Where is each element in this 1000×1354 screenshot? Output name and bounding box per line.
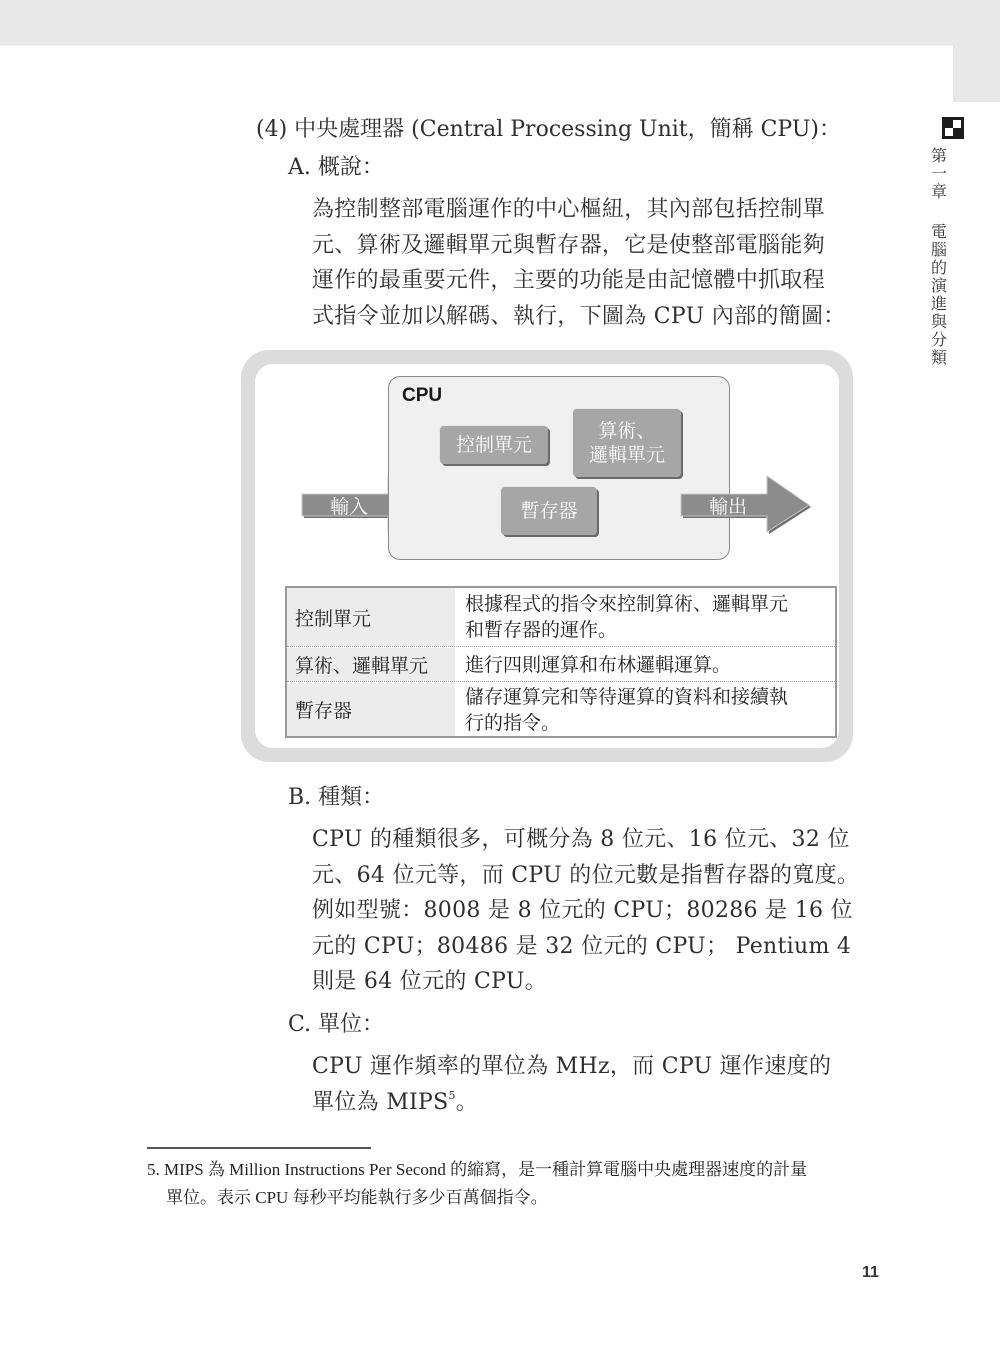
cpu-components-table	[285, 586, 837, 738]
overview-paragraph	[312, 192, 857, 334]
cpu-diagram-figure	[241, 350, 853, 762]
footnote-divider	[147, 1147, 371, 1149]
description-line: 行的指令。	[465, 711, 561, 734]
paragraph-line: 元、64 位元等，而 CPU 的位元數是指暫存器的寬度。	[312, 862, 860, 888]
paragraph-line: 式指令並加以解碼、執行，下圖為 CPU 內部的簡圖：	[312, 303, 846, 329]
table-row	[287, 588, 835, 646]
units-text-end: 。	[455, 1089, 479, 1115]
chapter-title-char: 分	[930, 330, 947, 349]
units-text: 單位為 MIPS	[312, 1089, 449, 1115]
component-name: 算術、邏輯單元	[287, 648, 455, 681]
chapter-title-char: 的	[930, 258, 947, 277]
paragraph-line: CPU 運作頻率的單位為 MHz，而 CPU 運作速度的	[312, 1054, 832, 1079]
chapter-char: 一	[930, 164, 947, 183]
chapter-title-char: 演	[930, 276, 947, 295]
chapter-title-char: 電	[930, 222, 947, 241]
description-line: 根據程式的指令來控制算術、邏輯單元	[465, 593, 789, 615]
component-description	[455, 588, 835, 646]
right-margin-tab	[953, 46, 1000, 102]
paragraph-line: 例如型號：8008 是 8 位元的 CPU；80286 是 16 位	[312, 898, 853, 923]
row-divider	[287, 646, 835, 647]
chapter-title-char: 進	[930, 294, 947, 313]
overview-heading: A. 概說：	[288, 155, 384, 180]
types-heading: B. 種類：	[288, 785, 385, 810]
footnote-reference[interactable]: 5	[448, 1088, 456, 1102]
chapter-char: 第	[930, 146, 947, 165]
component-description	[455, 648, 835, 681]
description-line: 和暫存器的運作。	[465, 619, 618, 641]
component-description	[455, 683, 835, 736]
alu-box	[573, 409, 681, 477]
top-margin-band	[0, 0, 1000, 46]
chapter-title-char: 與	[930, 312, 947, 331]
cpu-label: CPU	[402, 385, 443, 406]
units-paragraph	[312, 1049, 857, 1120]
register-label: 暫存器	[520, 500, 578, 522]
page-number: 11	[862, 1264, 879, 1281]
chapter-title-char: 腦	[930, 240, 947, 259]
paragraph-line: CPU 的種類很多，可概分為 8 位元、16 位元、32 位	[312, 827, 850, 852]
chapter-mark-icon	[942, 117, 964, 139]
description-line: 進行四則運算和布林邏輯運算。	[465, 653, 732, 676]
component-name: 控制單元	[287, 588, 455, 646]
control-unit-box	[440, 426, 548, 464]
paragraph-line	[312, 1085, 857, 1121]
control-unit-label: 控制單元	[455, 434, 532, 456]
paragraph-line: 運作的最重要元件，主要的功能是由記憶體中抓取程	[312, 268, 825, 293]
chapter-title-char: 類	[930, 348, 947, 367]
description-line: 儲存運算完和等待運算的資料和接續執	[465, 685, 789, 708]
section-heading: (4) 中央處理器 (Central Processing Unit，簡稱 CPU)：	[256, 117, 841, 142]
paragraph-line: 為控制整部電腦運作的中心樞紐，其內部包括控制單	[312, 197, 825, 222]
table-row	[287, 648, 835, 681]
table-row	[287, 683, 835, 736]
footnote-line: 單位。表示 CPU 每秒平均能執行多少百萬個指令。	[166, 1188, 548, 1207]
alu-label-line2: 邏輯單元	[588, 444, 665, 466]
paragraph-line: 則是 64 位元的 CPU。	[312, 969, 547, 994]
component-name: 暫存器	[287, 683, 455, 736]
row-divider	[287, 681, 835, 682]
alu-label-line1: 算術、	[598, 420, 656, 442]
footnote	[147, 1156, 857, 1212]
figure-inner-panel	[255, 364, 839, 748]
chapter-side-label	[929, 147, 949, 367]
units-heading: C. 單位：	[288, 1012, 385, 1037]
footnote-line: 5. MIPS 為 Million Instructions Per Second 的縮寫，是一種計算電腦中央處理器速度的計量	[147, 1160, 808, 1179]
input-label: 輸入	[330, 496, 369, 518]
output-label: 輸出	[709, 496, 748, 518]
types-paragraph	[312, 822, 860, 1000]
paragraph-line: 元的 CPU；80486 是 32 位元的 CPU； Pentium 4	[312, 933, 852, 959]
page-top-edge	[0, 45, 953, 46]
paragraph-line: 元、算術及邏輯單元與暫存器，它是使整部電腦能夠	[312, 232, 825, 258]
register-box	[501, 487, 597, 535]
chapter-char: 章	[930, 182, 947, 201]
